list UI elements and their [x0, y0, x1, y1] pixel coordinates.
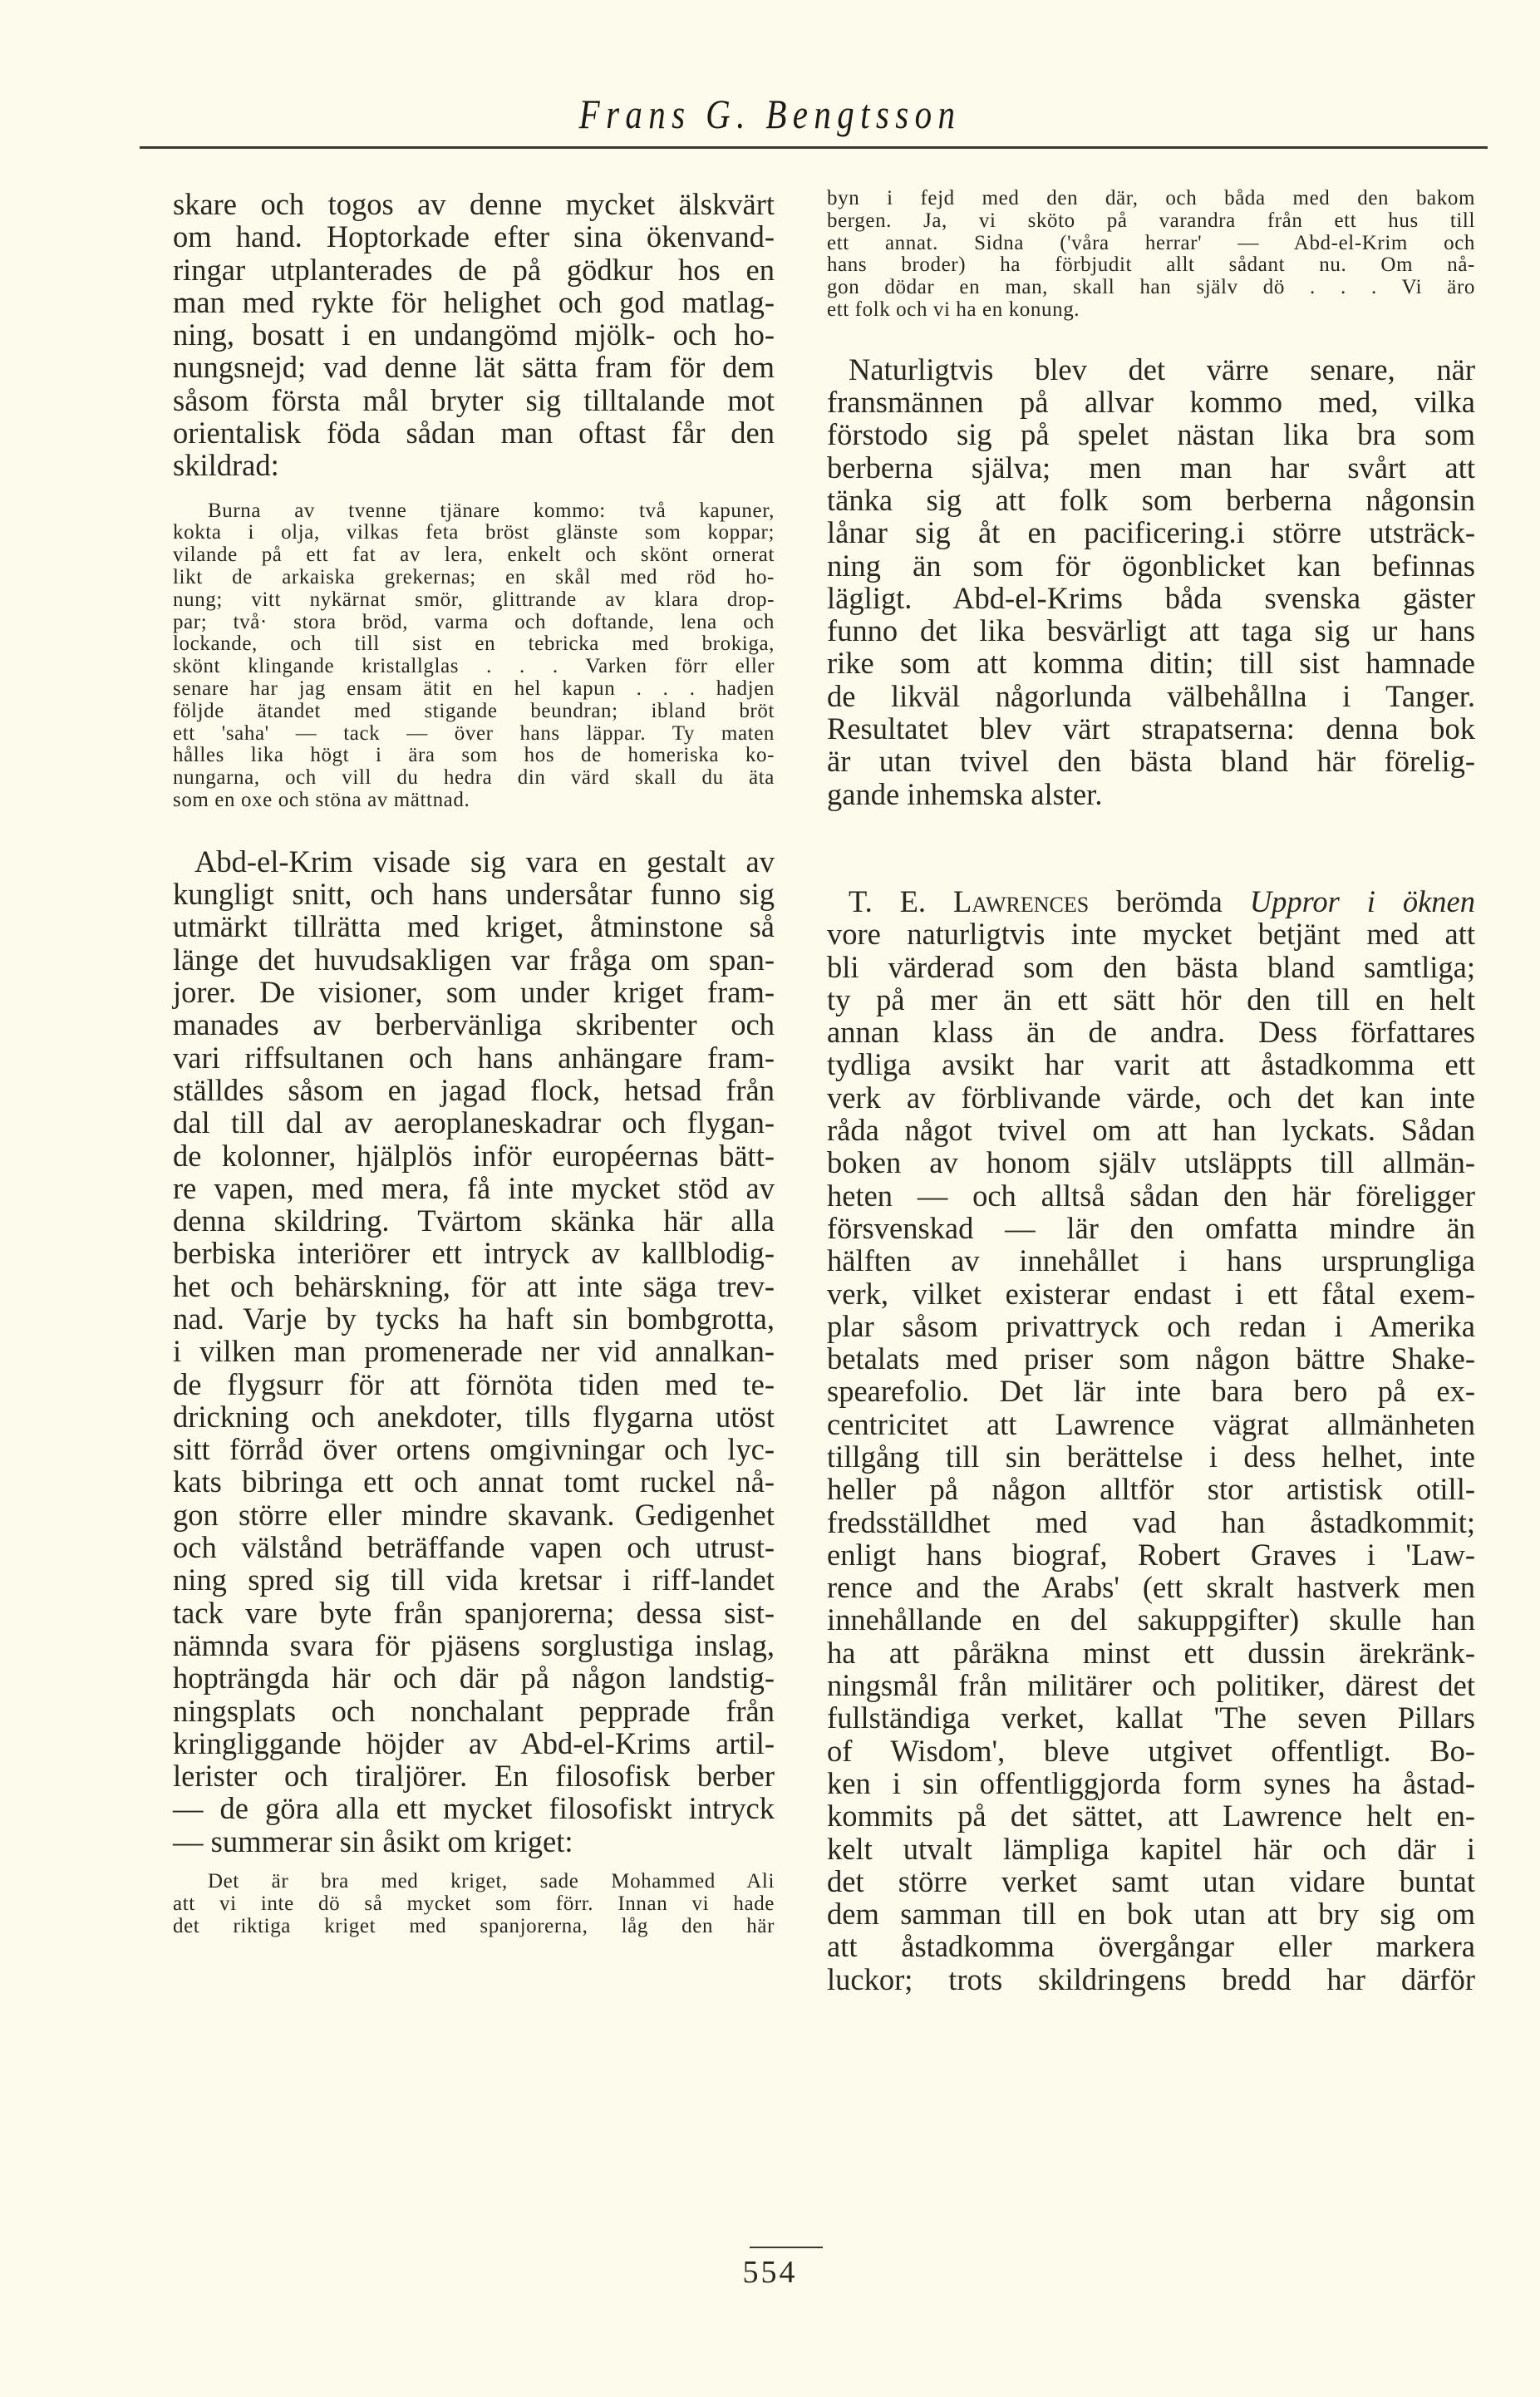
- header-rule: [140, 146, 1488, 149]
- text-line: dem samman till en bok utan att bry sig om: [827, 1897, 1475, 1932]
- author-name-smallcaps: Lawrences: [952, 883, 1090, 918]
- quote-line: bergen. Ja, vi sköto på varandra från ett hus till: [827, 209, 1475, 232]
- quote-line: likt de arkaiska grekernas; en skål med röd ho-: [173, 566, 775, 589]
- text-line: kelt utvalt lämpliga kapitel här och där i: [827, 1831, 1475, 1866]
- text-line: luckor; trots skildringens bredd har därför: [827, 1961, 1475, 1996]
- text-line: hopträngda här och där på någon landstig-: [173, 1661, 775, 1696]
- text-line: orientalisk föda sådan man oftast får den: [173, 416, 775, 450]
- text-line: verk av förblivande värde, och det kan inte: [827, 1080, 1475, 1115]
- text-line: lerister och tiraljörer. En filosofisk berber: [173, 1759, 775, 1794]
- text-line: jorer. De visioner, som under kriget fram-: [173, 975, 775, 1010]
- quote-line: nung; vitt nykärnat smör, glittrande av klara drop-: [173, 588, 775, 611]
- text-line: hälften av innehållet i hans ursprungliga: [827, 1243, 1475, 1278]
- text-line: försvenskad — lär den omfatta mindre än: [827, 1210, 1475, 1245]
- text-line: är utan tvivel den bästa bland här förelig-: [827, 744, 1475, 779]
- text-line: vari riffsultanen och hans anhängare fram-: [173, 1040, 775, 1075]
- text-line: berberna själva; men man har svårt att: [827, 450, 1475, 485]
- text-line: skare och togos av denne mycket älskvärt: [173, 187, 775, 221]
- text-line: nad. Varje by tycks ha haft sin bombgrotta,: [173, 1301, 775, 1336]
- quote-line: ett annat. Sidna ('våra herrar' — Abd-el-Krim och: [827, 231, 1475, 254]
- quote-line: som en oxe och stöna av mättnad.: [173, 789, 470, 812]
- text-line: tydliga avsikt har varit att åstadkomma ett: [827, 1047, 1475, 1082]
- text-line: lägligt. Abd-el-Krims båda svenska gäster: [827, 580, 1475, 615]
- text-line: kungligt snitt, och hans undersåtar funno sig: [173, 877, 775, 912]
- left-column: [173, 188, 775, 1937]
- text-line: sitt förråd över ortens omgivningar och lyc-: [173, 1432, 775, 1467]
- text-line: länge det huvudsakligen var fråga om span-: [173, 942, 775, 977]
- quote-line: följde ätandet med stigande beundran; ibland bröt: [173, 699, 775, 722]
- quote-line: Det är bra med kriget, sade Mohammed Ali: [208, 1870, 775, 1893]
- text-line: kommits på det sättet, att Lawrence helt en-: [827, 1799, 1475, 1833]
- text-line: ning, bosatt i en undangömd mjölk- och ho-: [173, 317, 775, 352]
- text-line: rike som att komma ditin; till sist hamnade: [827, 646, 1475, 681]
- running-header-author: Frans G. Bengtsson: [578, 91, 962, 137]
- text-line: ningsplats och nonchalant pepprade från: [173, 1693, 775, 1728]
- text-line: boken av honom själv utsläppts till allmän-: [827, 1145, 1475, 1180]
- quote-line: vilande på ett fat av lera, enkelt och skönt ornerat: [173, 544, 775, 567]
- quote-line: senare har jag ensam ätit en hel kapun . . . hadjen: [173, 677, 775, 701]
- text-line: råda något tvivel om att han lyckats. Sådan: [827, 1113, 1475, 1148]
- text-line: plar såsom privattryck och redan i Amerika: [827, 1308, 1475, 1343]
- text-line-review-opening: [827, 885, 1475, 918]
- text-line: ningsmål från militärer och politiker, därest det: [827, 1668, 1475, 1703]
- text-line: betalats med priser som någon bättre Shake-: [827, 1341, 1475, 1376]
- author-initials: T. E.: [849, 883, 953, 918]
- right-paragraph-1: [827, 353, 1475, 810]
- text-line: heten — och alltså sådan den här föreligger: [827, 1178, 1475, 1213]
- text-line: ning än som för ögonblicket kan befinnas: [827, 548, 1475, 583]
- quote-line: skönt klingande kristallglas . . . Varken förr eller: [173, 655, 775, 678]
- quote-line: gon dödar en man, skall han själv dö . . . Vi äro: [827, 276, 1475, 299]
- text-line: om hand. Hoptorkade efter sina ökenvand-: [173, 219, 775, 254]
- text-line: de kolonner, hjälplös inför européernas bätt-: [173, 1138, 775, 1173]
- block-quote-meal: [173, 500, 775, 812]
- text-line: nämnda svara för pjäsens sorglustiga inslag,: [173, 1627, 775, 1662]
- text-line: tack vare byte från spanjorerna; dessa sist-: [173, 1595, 775, 1630]
- text-line: centricitet att Lawrence vägrat allmänheten: [827, 1406, 1475, 1441]
- text-line: of Wisdom', bleve utgivet offentligt. Bo-: [827, 1733, 1475, 1768]
- block-quote-mohammed-ali: [173, 1871, 775, 1937]
- quote-line: det riktiga kriget med spanjorerna, låg den här: [173, 1914, 775, 1937]
- text-line: man med rykte för helighet och god matlag-: [173, 284, 775, 319]
- quote-line: kokta i olja, vilkas feta bröst glänste som koppar;: [173, 521, 775, 544]
- right-column: [827, 188, 1475, 1996]
- text-line: heller på någon alltför stor artistisk otill-: [827, 1472, 1475, 1507]
- quote-line: lockande, och till sist en tebricka med brokiga,: [173, 632, 775, 656]
- text-line: Resultatet blev värt strapatserna: denna bok: [827, 711, 1475, 746]
- text-line: innehållande en del sakuppgifter) skulle han: [827, 1602, 1475, 1637]
- footer-rule: [750, 2247, 823, 2248]
- text-line: spearefolio. Det lär inte bara bero på ex-: [827, 1374, 1475, 1409]
- text-line: het och behärskning, för att inte säga trev-: [173, 1268, 775, 1303]
- text-line: och välstånd beträffande vapen och utrust-: [173, 1530, 775, 1565]
- quote-line: nungarna, och vill du hedra din värd skall du äta: [173, 766, 775, 790]
- text-line: kats bibringa ett och annat tomt ruckel nå-: [173, 1464, 775, 1499]
- text-line: de flygsurr för att förnöta tiden med te-: [173, 1366, 775, 1401]
- text-line: i vilken man promenerade ner vid annalkan-: [173, 1334, 775, 1369]
- text-fragment: berömda: [1089, 883, 1250, 918]
- text-line: tillgång till sin berättelse i dess helhet, inte: [827, 1439, 1475, 1474]
- text-line: såsom första mål bryter sig tilltalande mot: [173, 382, 775, 417]
- quote-line: hålles lika högt i ära som hos de homeriska ko-: [173, 744, 775, 767]
- quote-line: ett 'saha' — tack — över hans läppar. Ty maten: [173, 721, 775, 745]
- text-line: — summerar sin åsikt om kriget:: [173, 1824, 573, 1858]
- text-line: annan klass än de andra. Dess författares: [827, 1015, 1475, 1050]
- text-line: kringliggande höjder av Abd-el-Krims artil-: [173, 1725, 775, 1760]
- text-line: det större verket samt utan vidare buntat: [827, 1863, 1475, 1898]
- text-line: rence and the Arabs' (ett skralt hastverk men: [827, 1570, 1475, 1605]
- text-line: funno det lika besvärligt att taga sig ur hans: [827, 613, 1475, 648]
- quote-line: byn i fejd med den där, och båda med den bakom: [827, 187, 1475, 209]
- quote-line: par; två· stora bröd, varma och doftande, lena och: [173, 610, 775, 633]
- text-line: dal till dal av aeroplaneskadrar och flygan-: [173, 1105, 775, 1140]
- quote-line: att vi inte dö så mycket som förr. Innan vi hade: [173, 1892, 775, 1915]
- text-line: fransmännen på allvar kommo med, vilka: [827, 385, 1475, 420]
- text-line: gon större eller mindre skavank. Gedigenhet: [173, 1497, 775, 1532]
- text-line: fullständiga verket, kallat 'The seven Pillars: [827, 1701, 1475, 1735]
- text-line: denna skildring. Tvärtom skänka här alla: [173, 1203, 775, 1238]
- text-line: manades av berbervänliga skribenter och: [173, 1007, 775, 1042]
- quote-line: hans broder) ha förbjudit allt sådant nu. Om nå-: [827, 253, 1475, 277]
- text-line: ringar utplanterades de på gödkur hos en: [173, 252, 775, 287]
- text-line: förstodo sig på spelet nästan lika bra som: [827, 417, 1475, 452]
- text-line: lånar sig åt en pacificering.i större utsträck-: [827, 515, 1475, 550]
- page-number: 554: [742, 2255, 798, 2290]
- left-paragraph-1: [173, 188, 775, 482]
- text-line: bli värderad som den bästa bland samtliga;: [827, 949, 1475, 984]
- block-quote-continuation: [827, 188, 1475, 322]
- text-line: tänka sig att folk som berberna någonsin: [827, 482, 1475, 517]
- text-line: re vapen, med mera, få inte mycket stöd av: [173, 1170, 775, 1205]
- text-line: ning spred sig till vida kretsar i riff-landet: [173, 1563, 775, 1597]
- right-paragraph-2-lawrence-review: [827, 885, 1475, 1996]
- text-line: enligt hans biograf, Robert Graves i 'Law-: [827, 1537, 1475, 1572]
- quote-line: ett folk och vi ha en konung.: [827, 298, 1080, 321]
- quote-line: Burna av tvenne tjänare kommo: två kapuner,: [208, 499, 775, 522]
- text-line: utmärkt tillrätta med kriget, åtminstone så: [173, 909, 775, 944]
- text-line: fredsställdhet med vad han åstadkommit;: [827, 1504, 1475, 1539]
- text-line: de likväl någorlunda välbehållna i Tanger.: [827, 678, 1475, 713]
- text-line: nungsnejd; vad denne lät sätta fram för dem: [173, 350, 775, 385]
- text-line: ty på mer än ett sätt hör den till en helt: [827, 982, 1475, 1016]
- text-line: ställdes såsom en jagad flock, hetsad från: [173, 1072, 775, 1107]
- text-line: vore naturligtvis inte mycket betjänt med att: [827, 917, 1475, 952]
- text-line: — de göra alla ett mycket filosofiskt intryck: [173, 1791, 775, 1826]
- text-line: Abd-el-Krim visade sig vara en gestalt av: [194, 844, 775, 879]
- text-line: ken i sin offentliggjorda form synes ha åstad-: [827, 1765, 1475, 1800]
- left-paragraph-2: [173, 845, 775, 1858]
- text-line: gande inhemska alster.: [827, 776, 1103, 811]
- text-line: berbiska interiörer ett intryck av kallblodig-: [173, 1236, 775, 1271]
- book-title-italic: Uppror i öknen: [1249, 883, 1475, 918]
- text-line: skildrad:: [173, 448, 279, 483]
- text-line: att åstadkomma övergångar eller markera: [827, 1929, 1475, 1964]
- text-line: drickning och anekdoter, tills flygarna utöst: [173, 1399, 775, 1434]
- text-line: verk, vilket existerar endast i ett fåtal exem-: [827, 1276, 1475, 1311]
- text-line: ha att påräkna minst ett dussin ärekränk-: [827, 1635, 1475, 1670]
- text-line: Naturligtvis blev det värre senare, när: [849, 352, 1475, 386]
